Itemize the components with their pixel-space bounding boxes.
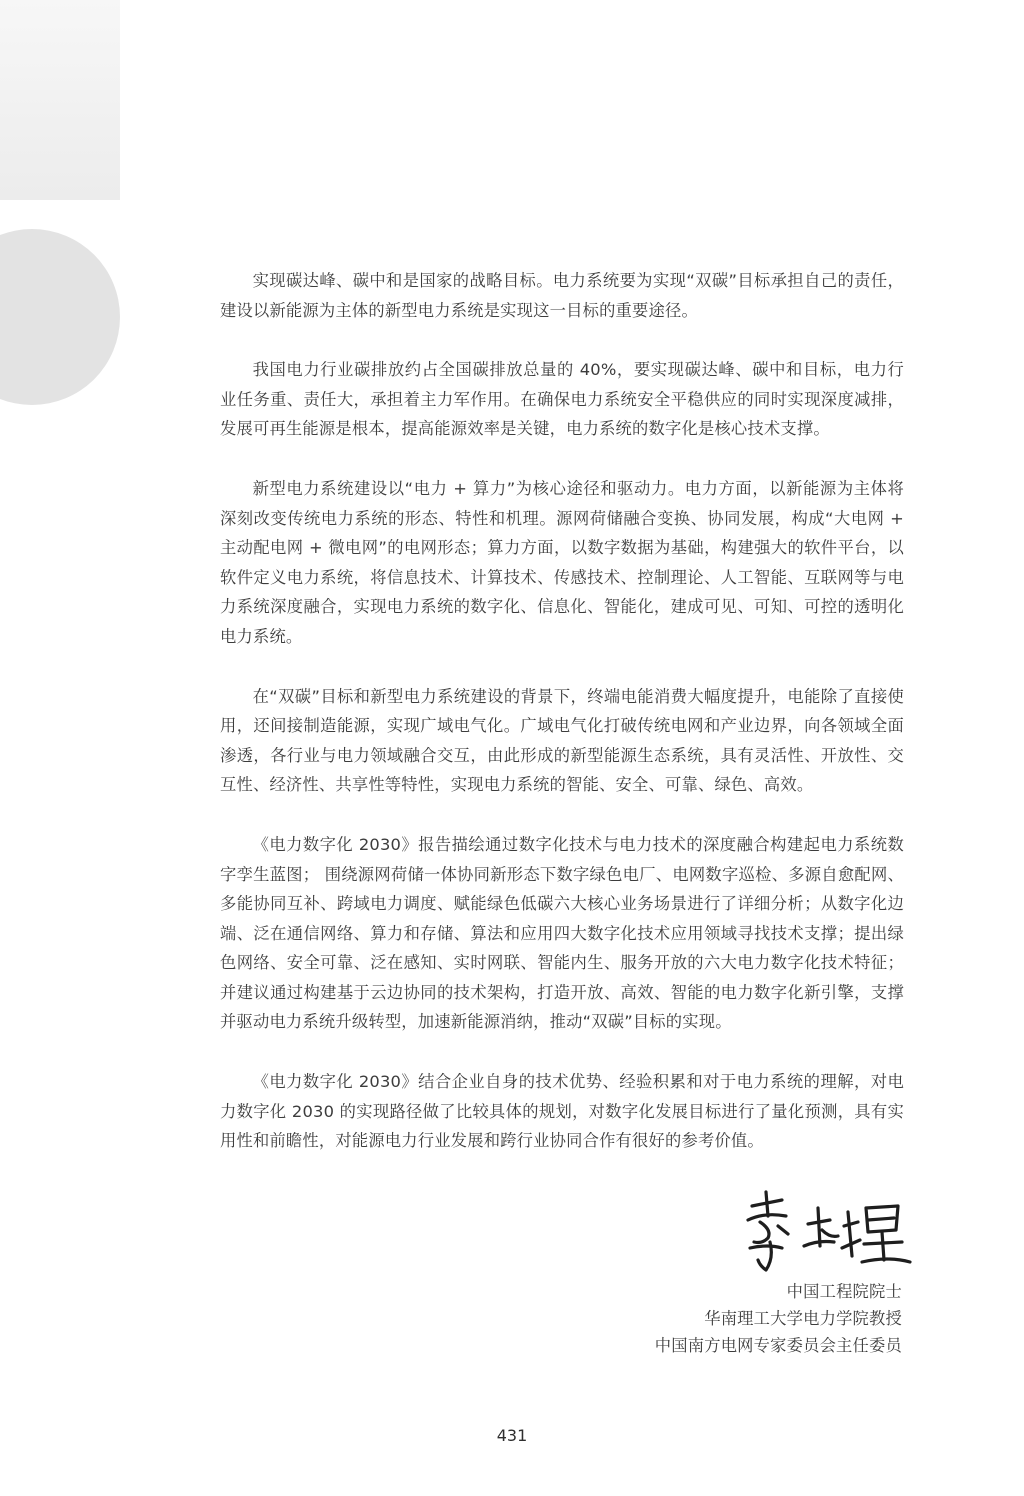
handwritten-signature-icon	[738, 1186, 918, 1276]
paragraph-2: 我国电力行业碳排放约占全国碳排放总量的 40%，要实现碳达峰、碳中和目标，电力行业任务重、责任大，承担着主力军作用。在确保电力系统安全平稳供应的同时实现深度减排，发展可再生能源是根本，提高能源效率是关键，电力系统的数字化是核心技术支撑。	[220, 360, 904, 439]
page-number: 431	[496, 1426, 528, 1445]
author-title-academician: 中国工程院院士	[786, 1282, 902, 1301]
paragraph-6: 《电力数字化 2030》结合企业自身的技术优势、经验积累和对于电力系统的理解，对电力数字化 2030 的实现路径做了比较具体的规划，对数字化发展目标进行了量化预测，具有实用性和前瞻性，对能源电力行业发展和跨行业协同合作有很好的参考价值。	[220, 1072, 904, 1151]
preface-body	[220, 266, 904, 1186]
paragraph-1: 实现碳达峰、碳中和是国家的战略目标。电力系统要为实现“双碳”目标承担自己的责任，建设以新能源为主体的新型电力系统是实现这一目标的重要途径。	[220, 271, 904, 320]
paragraph-5: 《电力数字化 2030》报告描绘通过数字化技术与电力技术的深度融合构建起电力系统数字孪生蓝图； 围绕源网荷储一体协同新形态下数字绿色电厂、电网数字巡检、多源自愈配网、多能协同互补、跨域电力调度、赋能绿色低碳六大核心业务场景进行了详细分析；从数字化边端、泛在通信网络、算力和存储、算法和应用四大数字化技术应用领域寻找技术支撑；提出绿色网络、安全可靠、泛在感知、实时网联、智能内生、服务开放的六大电力数字化技术特征；并建议通过构建基于云边协同的技术架构，打造开放、高效、智能的电力数字化新引擎，支撑并驱动电力系统升级转型，加速新能源消纳，推动“双碳”目标的实现。	[220, 834, 904, 1032]
decorative-gray-rectangle	[0, 0, 120, 200]
author-title-professor: 华南理工大学电力学院教授	[704, 1309, 902, 1328]
paragraph-4: 在“双碳”目标和新型电力系统建设的背景下，终端电能消费大幅度提升，电能除了直接使用，还间接制造能源，实现广域电气化。广域电气化打破传统电网和产业边界，向各领域全面渗透，各行业与电力领域融合交互，由此形成的新型能源生态系统，具有灵活性、开放性、交互性、经济性、共享性等特性，实现电力系统的智能、安全、可靠、绿色、高效。	[220, 686, 904, 795]
paragraph-3: 新型电力系统建设以“电力 + 算力”为核心途径和驱动力。电力方面，以新能源为主体将深刻改变传统电力系统的形态、特性和机理。源网荷储融合变换、协同发展，构成“大电网 + 主动配电网 + 微电网”的电网形态；算力方面，以数字数据为基础，构建强大的软件平台，以软件定义电力系统，将信息技术、计算技术、传感技术、控制理论、人工智能、互联网等与电力系统深度融合，实现电力系统的数字化、信息化、智能化，建成可见、可知、可控的透明化电力系统。	[220, 478, 904, 646]
author-credentials	[655, 1278, 902, 1359]
decorative-gray-circle	[0, 229, 120, 405]
author-title-committee: 中国南方电网专家委员会主任委员	[654, 1336, 902, 1355]
